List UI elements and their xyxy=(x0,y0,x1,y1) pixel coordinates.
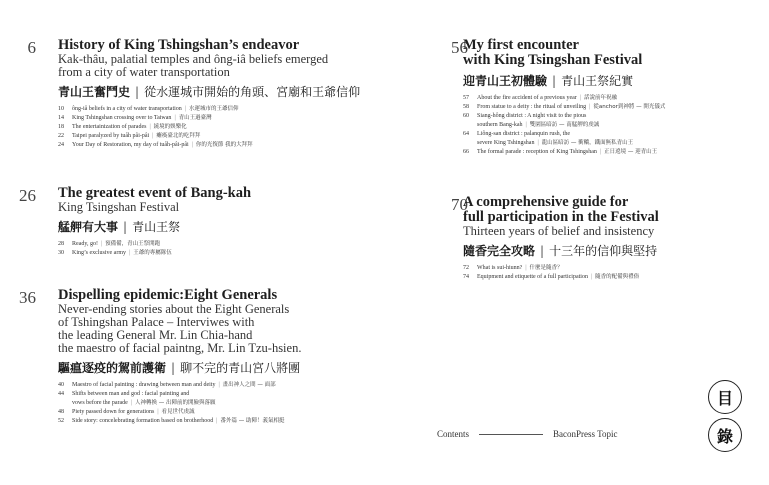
entry-page-number: 52 xyxy=(58,418,64,424)
entry-chinese: 人神轉換 — 出陣前的開臉與落願 xyxy=(135,400,216,406)
chinese-title-bold: 艋舺有大事 xyxy=(58,220,119,234)
entry-chinese: 王爺的專屬隊伍 xyxy=(133,250,172,256)
entry-chinese: 從anchor到神將 — 開光儀式 xyxy=(593,104,666,110)
entry-english: What is sui-hiunn? xyxy=(477,265,523,271)
entry-page-number: 18 xyxy=(58,124,64,130)
section-number: 56 xyxy=(451,38,468,57)
entry-separator: | xyxy=(100,241,103,247)
entry-page-number: 30 xyxy=(58,250,64,256)
entry-separator: | xyxy=(149,124,151,130)
section-subtitle: Kak-thâu, palatial temples and ông-iâ beliefs emerged from a city of water transportation xyxy=(58,52,329,79)
entry-chinese: 畫出神人之間 — 面部 xyxy=(222,382,276,388)
entry-chinese: 水運城市的王爺信仰 xyxy=(189,106,239,112)
entry-english: King Tshingshan crossing over to Taiwan xyxy=(72,115,172,121)
entry-english: King’s exclusive army xyxy=(72,250,126,256)
toc-entry[interactable] xyxy=(463,121,769,130)
entry-chinese: 番外篇 — 助陣！義氣相挺 xyxy=(220,418,285,424)
entry-page-number: 74 xyxy=(463,274,469,280)
toc-entry[interactable] xyxy=(58,114,368,123)
toc-entry[interactable] xyxy=(463,139,769,148)
toc-entry[interactable] xyxy=(58,417,368,426)
chinese-title-bold: 隨香完全攻略 xyxy=(463,244,536,258)
entry-separator: | xyxy=(157,409,159,415)
section-subtitle: Never-ending stories about the Eight Generals of Tshingshan Palace – Interviwes with the leading General Mr. Lin Chia-hand the maestro of facial paintng, Mr. Lin Tzu-hsien. xyxy=(58,302,302,355)
entry-separator: | xyxy=(174,115,176,121)
toc-entry[interactable] xyxy=(58,123,368,132)
entry-chinese: 癱瘓臺北的吃拜拜 xyxy=(156,133,201,139)
entry-english: Liông-san district : palanquin rush, the xyxy=(477,131,570,137)
footer-publisher: BaconPress Topic xyxy=(553,429,618,439)
chinese-title-rest: 十三年的信仰與堅持 xyxy=(549,244,658,258)
toc-entry[interactable] xyxy=(463,130,769,139)
entry-english: southern Bang-kah xyxy=(477,122,523,128)
entry-english: Ready, go! xyxy=(72,241,98,247)
entry-list xyxy=(463,264,769,282)
section-number: 70 xyxy=(451,195,468,214)
section-title[interactable]: The greatest event of Bang-kah xyxy=(58,185,252,201)
section-title[interactable]: My first encounter with King Tsingshan Festival xyxy=(463,37,643,68)
entry-list xyxy=(58,381,368,426)
entry-chinese: 繞境的娛樂化 xyxy=(153,124,187,130)
section-title[interactable]: A comprehensive guide for full participation in the Festival xyxy=(463,194,659,225)
seal-char-2: 錄 xyxy=(716,426,733,446)
toc-entry[interactable] xyxy=(463,264,769,273)
toc-entry[interactable] xyxy=(463,112,769,121)
entry-english: The entertainization of parades xyxy=(72,124,147,130)
entry-chinese: 雙園區暗訪 — 南艋舺的虔誠 xyxy=(529,122,600,128)
section-chinese-title: 驅瘟逐疫的駕前護衛 | 聊不完的青山宮八將團 xyxy=(58,361,301,375)
footer xyxy=(437,429,617,439)
entry-page-number: 14 xyxy=(58,115,64,121)
entry-page-number: 48 xyxy=(58,409,64,415)
entry-english: About the fire accident of a previous year xyxy=(477,95,577,101)
seal-icon-bottom xyxy=(708,418,742,452)
toc-entry[interactable] xyxy=(463,103,769,112)
section-title[interactable]: Dispelling epidemic:Eight Generals xyxy=(58,287,278,303)
entry-page-number: 64 xyxy=(463,131,469,137)
entry-chinese: 你的光復節 我的大拜拜 xyxy=(195,142,253,148)
entry-chinese: 隨香的配備與禮俗 xyxy=(595,274,640,280)
entry-separator: | xyxy=(218,382,220,388)
section-number: 6 xyxy=(27,38,36,57)
entry-separator: | xyxy=(579,95,581,101)
chinese-title-rest: 從水運城市開始的角頭、宮廟和王爺信仰 xyxy=(144,85,361,99)
section-chinese-title: 迎青山王初體驗 | 青山王祭紀實 xyxy=(463,74,634,88)
toc-entry[interactable] xyxy=(58,105,368,114)
entry-page-number: 10 xyxy=(58,106,64,112)
entry-english: Maestro of facial painting : drawing between man and deity xyxy=(72,382,216,388)
entry-list xyxy=(58,240,368,258)
footer-contents-label: Contents xyxy=(437,429,470,439)
entry-page-number: 22 xyxy=(58,133,64,139)
entry-english: vows before the parade xyxy=(72,400,128,406)
entry-page-number: 66 xyxy=(463,149,469,155)
entry-page-number: 57 xyxy=(463,95,469,101)
section-number: 36 xyxy=(19,288,36,307)
toc-entry[interactable] xyxy=(58,390,368,399)
seal-icon-top xyxy=(708,380,742,414)
entry-chinese: 青山王過臺灣 xyxy=(178,115,212,121)
entry-separator: | xyxy=(525,122,527,128)
chinese-title-rest: 青山王祭紀實 xyxy=(561,74,634,88)
entry-english: severe King Tshingshan xyxy=(477,140,535,146)
toc-entry[interactable] xyxy=(463,94,769,103)
entry-separator: | xyxy=(184,106,186,112)
entry-english: Shifts between man and god : facial painting and xyxy=(72,391,190,397)
entry-chinese: 看見世代虔誠 xyxy=(161,409,195,415)
toc-entry[interactable] xyxy=(58,399,368,408)
section-number: 26 xyxy=(19,186,36,205)
toc-entry[interactable] xyxy=(58,240,368,249)
section-subtitle: King Tsingshan Festival xyxy=(58,200,180,214)
toc-entry[interactable] xyxy=(58,249,368,258)
entry-separator: | xyxy=(129,250,131,256)
entry-english: Equipment and etiquette of a full participation xyxy=(477,274,588,280)
chinese-title-bold: 驅瘟逐疫的駕前護衛 xyxy=(58,361,167,375)
entry-english: The formal parade : reception of King Tshingshan xyxy=(477,149,597,155)
entry-page-number: 44 xyxy=(58,391,64,397)
entry-list xyxy=(58,105,368,150)
section-subtitle: Thirteen years of belief and insistency xyxy=(463,224,655,238)
entry-chinese: 龍山區暗訪 — 衝轎，鐵面無私青山王 xyxy=(541,140,634,146)
entry-separator: | xyxy=(130,400,133,406)
toc-entry[interactable] xyxy=(463,148,769,157)
entry-english: Siang-hông district : A night visit to the pious xyxy=(477,113,587,119)
seal-char-1: 目 xyxy=(716,388,733,408)
entry-english: ông-iâ beliefs in a city of water transportation xyxy=(72,106,182,112)
entry-list xyxy=(463,94,769,157)
entry-separator: | xyxy=(537,140,539,146)
toc-entry[interactable] xyxy=(58,132,368,141)
entry-page-number: 40 xyxy=(58,382,64,388)
entry-page-number: 58 xyxy=(463,104,469,110)
footer-rule xyxy=(479,434,543,435)
entry-chinese: 正日遶境 — 迎青山王 xyxy=(604,149,658,155)
entry-english: Taipei paralyzed by tuåh pâi-pâi xyxy=(72,133,150,139)
entry-chinese: 什麼是隨香？ xyxy=(529,265,563,271)
chinese-title-bold: 迎青山王初體驗 xyxy=(463,74,548,88)
entry-separator: | xyxy=(191,142,193,148)
entry-page-number: 24 xyxy=(58,142,64,148)
section-chinese-title: 青山王奮鬥史 | 從水運城市開始的角頭、宮廟和王爺信仰 xyxy=(58,85,361,99)
entry-page-number: 72 xyxy=(463,265,469,271)
entry-english: Piety passed down for generations xyxy=(72,409,155,415)
toc-entry[interactable] xyxy=(463,273,769,282)
chinese-title-rest: 青山王祭 xyxy=(132,220,181,234)
chinese-title-rest: 聊不完的青山宮八將團 xyxy=(180,361,301,375)
entry-page-number: 60 xyxy=(463,113,469,119)
entry-english: Side story: concelebrating formation based on brotherhood xyxy=(72,418,214,424)
entry-separator: | xyxy=(216,418,218,424)
entry-separator: | xyxy=(152,133,154,139)
section-chinese-title: 艋舺有大事 | 青山王祭 xyxy=(58,220,181,234)
entry-separator: | xyxy=(589,104,591,110)
entry-english: From statue to a deity : the ritual of unveiling xyxy=(477,104,587,110)
section-chinese-title: 隨香完全攻略 | 十三年的信仰與堅持 xyxy=(463,244,658,258)
toc-entry[interactable] xyxy=(58,408,368,417)
entry-separator: | xyxy=(599,149,602,155)
toc-entry[interactable] xyxy=(58,141,368,150)
entry-separator: | xyxy=(525,265,527,271)
entry-chinese: 預備備，青山王祭開跑 xyxy=(105,241,161,247)
entry-page-number: 28 xyxy=(58,241,64,247)
toc-entry[interactable] xyxy=(58,381,368,390)
entry-english: Your Day of Restoration, my day of tuåh-pâi-pâi xyxy=(72,142,189,148)
entry-separator: | xyxy=(590,274,593,280)
section-title[interactable]: History of King Tshingshan’s endeavor xyxy=(58,37,300,53)
entry-chinese: 話說前年祝融 xyxy=(584,95,618,101)
chinese-title-bold: 青山王奮鬥史 xyxy=(58,85,131,99)
